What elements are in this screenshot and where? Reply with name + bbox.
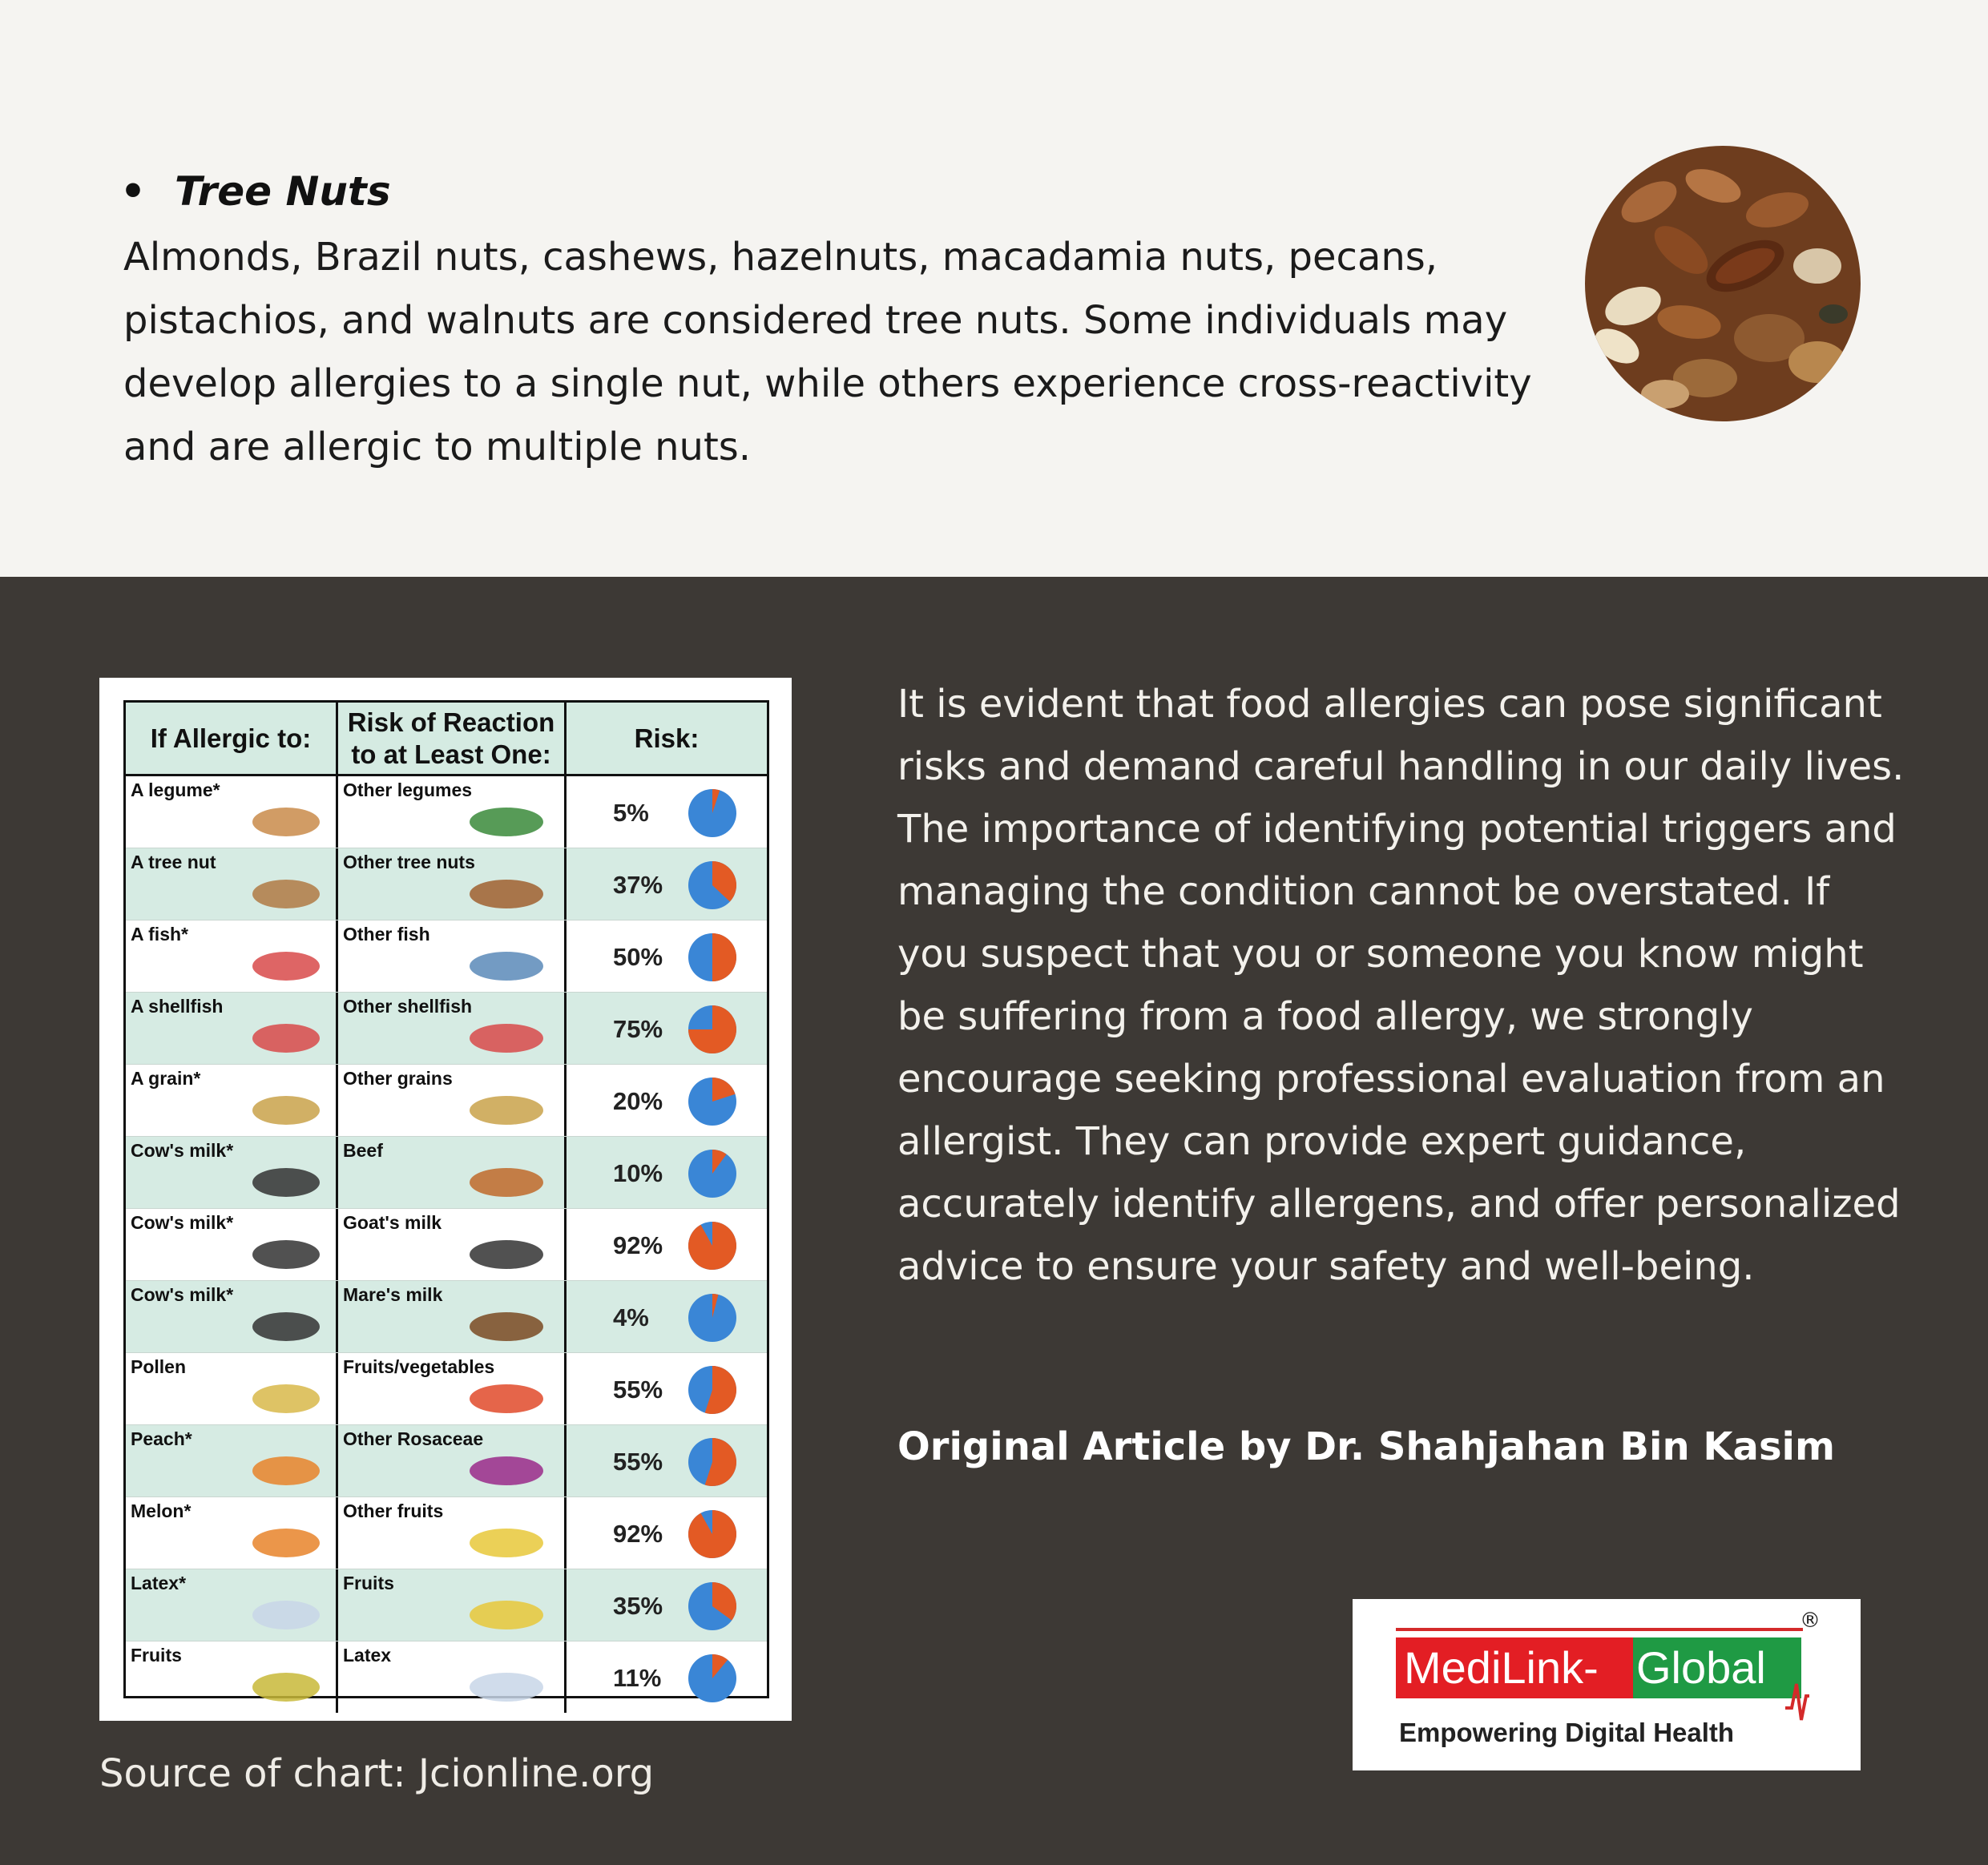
registered-mark: ® bbox=[1800, 1609, 1821, 1633]
reaction-cell bbox=[338, 1281, 567, 1352]
medilink-global-logo bbox=[1353, 1599, 1861, 1770]
reaction-label: Beef bbox=[343, 1140, 383, 1161]
risk-cell bbox=[567, 1569, 767, 1641]
reaction-cell bbox=[338, 1065, 567, 1136]
risk-percent: 20% bbox=[613, 1087, 663, 1115]
table-row bbox=[126, 1496, 767, 1569]
allergen-label: A tree nut bbox=[131, 852, 216, 872]
pulse-icon bbox=[1785, 1676, 1809, 1724]
risk-percent: 10% bbox=[613, 1159, 663, 1187]
risk-pie bbox=[687, 860, 738, 911]
risk-cell bbox=[567, 848, 767, 920]
table-row bbox=[126, 776, 767, 848]
header-allergic-to: If Allergic to: bbox=[126, 703, 338, 774]
food-illustration-icon bbox=[458, 1517, 554, 1564]
reaction-cell bbox=[338, 1353, 567, 1424]
reaction-label: Goat's milk bbox=[343, 1212, 442, 1233]
reaction-cell bbox=[338, 848, 567, 920]
allergen-label: Fruits bbox=[131, 1645, 182, 1666]
risk-percent: 75% bbox=[613, 1015, 663, 1043]
risk-percent: 5% bbox=[613, 799, 649, 827]
risk-pie bbox=[687, 1220, 738, 1271]
risk-percent: 92% bbox=[613, 1231, 663, 1259]
allergen-cell bbox=[126, 1209, 338, 1280]
allergen-label: Cow's milk* bbox=[131, 1284, 234, 1305]
reaction-cell bbox=[338, 1209, 567, 1280]
food-illustration-icon bbox=[230, 1085, 326, 1131]
risk-percent: 55% bbox=[613, 1376, 663, 1404]
food-illustration-icon bbox=[230, 1301, 326, 1347]
risk-percent: 35% bbox=[613, 1592, 663, 1620]
food-illustration-icon bbox=[230, 1373, 326, 1420]
food-illustration-icon bbox=[230, 868, 326, 915]
food-illustration-icon bbox=[458, 796, 554, 843]
allergen-label: Cow's milk* bbox=[131, 1140, 234, 1161]
table-row bbox=[126, 1208, 767, 1280]
food-illustration-icon bbox=[230, 1229, 326, 1275]
allergen-cell bbox=[126, 1353, 338, 1424]
allergen-cell bbox=[126, 1281, 338, 1352]
allergen-label: A grain* bbox=[131, 1068, 201, 1089]
reaction-cell bbox=[338, 1497, 567, 1569]
reaction-label: Other Rosaceae bbox=[343, 1428, 484, 1449]
logo-wordmark-part1: MediLink- bbox=[1396, 1637, 1636, 1698]
table-row bbox=[126, 992, 767, 1064]
risk-pie bbox=[687, 1004, 738, 1055]
reaction-cell bbox=[338, 1569, 567, 1641]
header-risk: Risk: bbox=[634, 723, 700, 753]
risk-pie-slice bbox=[688, 1222, 736, 1270]
risk-cell bbox=[567, 776, 767, 848]
logo-tagline: Empowering Digital Health bbox=[1399, 1718, 1735, 1747]
risk-cell bbox=[567, 1641, 767, 1713]
table-body bbox=[126, 776, 767, 1713]
article-author: Original Article by Dr. Shahjahan Bin Kasim bbox=[897, 1424, 1835, 1469]
risk-percent: 50% bbox=[613, 943, 663, 971]
reaction-cell bbox=[338, 920, 567, 992]
risk-cell bbox=[567, 1497, 767, 1569]
table-row bbox=[126, 1569, 767, 1641]
risk-pie bbox=[687, 1436, 738, 1488]
risk-cell bbox=[567, 1209, 767, 1280]
reaction-cell bbox=[338, 993, 567, 1064]
food-illustration-icon bbox=[230, 1445, 326, 1492]
risk-pie bbox=[687, 1148, 738, 1199]
allergen-label: A shellfish bbox=[131, 996, 224, 1017]
food-illustration-icon bbox=[458, 1229, 554, 1275]
food-illustration-icon bbox=[230, 941, 326, 987]
food-illustration-icon bbox=[458, 1445, 554, 1492]
risk-pie bbox=[687, 1076, 738, 1127]
allergen-cell bbox=[126, 1425, 338, 1496]
food-illustration-icon bbox=[458, 1373, 554, 1420]
risk-percent: 92% bbox=[613, 1520, 663, 1548]
risk-pie bbox=[687, 787, 738, 839]
risk-pie bbox=[687, 1292, 738, 1343]
article-paragraph: It is evident that food allergies can pose significant risks and demand careful handling in our daily lives. The importance of identifying potential triggers and managing the condition cannot be overstated. If you suspect that you or someone you know might be suffering from a food allergy, we strongly encourage seeking professional evaluation from an allergist. They can provide expert guidance, accurately identify allergens, and offer personalized advice to ensure your safety and well-being. bbox=[897, 682, 1905, 1289]
table-header bbox=[126, 703, 767, 776]
table-row bbox=[126, 1352, 767, 1424]
risk-cell bbox=[567, 993, 767, 1064]
food-illustration-icon bbox=[230, 1157, 326, 1203]
food-illustration-icon bbox=[458, 1085, 554, 1131]
risk-percent: 11% bbox=[613, 1664, 662, 1692]
logo-wordmark-part2: Global bbox=[1633, 1637, 1801, 1698]
allergen-label: Melon* bbox=[131, 1500, 192, 1521]
risk-percent: 55% bbox=[613, 1448, 663, 1476]
reaction-label: Fruits/vegetables bbox=[343, 1356, 495, 1377]
table-row bbox=[126, 1280, 767, 1352]
food-illustration-icon bbox=[230, 1517, 326, 1564]
food-illustration-icon bbox=[230, 1589, 326, 1636]
table-row bbox=[126, 1424, 767, 1496]
allergen-label: A legume* bbox=[131, 779, 220, 800]
food-illustration-icon bbox=[458, 868, 554, 915]
logo-top-line bbox=[1396, 1628, 1803, 1631]
allergen-cell bbox=[126, 1065, 338, 1136]
header-risk-of-reaction: Risk of Reaction to at Least One: bbox=[338, 703, 567, 774]
reaction-label: Latex bbox=[343, 1645, 392, 1666]
allergen-cell bbox=[126, 1497, 338, 1569]
reaction-cell bbox=[338, 776, 567, 848]
risk-table bbox=[123, 700, 769, 1698]
allergy-risk-chart bbox=[99, 678, 792, 1721]
section-heading: • Tree Nuts bbox=[120, 168, 391, 215]
allergen-label: Pollen bbox=[131, 1356, 187, 1377]
risk-cell bbox=[567, 1353, 767, 1424]
allergen-cell bbox=[126, 993, 338, 1064]
reaction-cell bbox=[338, 1137, 567, 1208]
food-illustration-icon bbox=[458, 941, 554, 987]
food-illustration-icon bbox=[458, 1662, 554, 1708]
food-illustration-icon bbox=[230, 1662, 326, 1708]
risk-pie bbox=[687, 1653, 738, 1704]
food-illustration-icon bbox=[458, 1589, 554, 1636]
table-row bbox=[126, 848, 767, 920]
reaction-label: Mare's milk bbox=[343, 1284, 443, 1305]
reaction-label: Fruits bbox=[343, 1573, 394, 1593]
reaction-label: Other fruits bbox=[343, 1500, 444, 1521]
reaction-label: Other fish bbox=[343, 924, 430, 945]
allergen-label: A fish* bbox=[131, 924, 188, 945]
allergen-cell bbox=[126, 1137, 338, 1208]
allergen-label: Peach* bbox=[131, 1428, 192, 1449]
intro-section bbox=[0, 0, 1988, 577]
reaction-label: Other grains bbox=[343, 1068, 453, 1089]
risk-percent: 4% bbox=[613, 1303, 649, 1331]
table-row bbox=[126, 1641, 767, 1713]
intro-paragraph: Almonds, Brazil nuts, cashews, hazelnuts, macadamia nuts, pecans, pistachios, and walnuts are considered tree nuts. Some individuals may develop allergies to a single nut, while others experience cross-reactivity and are allergic to multiple nuts. bbox=[123, 235, 1532, 469]
reaction-label: Other legumes bbox=[343, 779, 473, 800]
allergen-cell bbox=[126, 848, 338, 920]
mixed-nuts-image bbox=[1585, 146, 1861, 421]
reaction-cell bbox=[338, 1641, 567, 1713]
allergen-label: Cow's milk* bbox=[131, 1212, 234, 1233]
risk-pie bbox=[687, 932, 738, 983]
food-illustration-icon bbox=[230, 796, 326, 843]
reaction-label: Other tree nuts bbox=[343, 852, 475, 872]
risk-cell bbox=[567, 1425, 767, 1496]
risk-pie bbox=[687, 1509, 738, 1560]
food-illustration-icon bbox=[230, 1013, 326, 1059]
risk-pie bbox=[687, 1581, 738, 1632]
allergen-cell bbox=[126, 776, 338, 848]
risk-cell bbox=[567, 1281, 767, 1352]
reaction-label: Other shellfish bbox=[343, 996, 473, 1017]
allergen-cell bbox=[126, 920, 338, 992]
table-row bbox=[126, 920, 767, 992]
risk-cell bbox=[567, 1065, 767, 1136]
food-illustration-icon bbox=[458, 1301, 554, 1347]
risk-percent: 37% bbox=[613, 871, 663, 899]
risk-cell bbox=[567, 920, 767, 992]
risk-pie-slice bbox=[688, 1510, 736, 1558]
risk-cell bbox=[567, 1137, 767, 1208]
allergen-label: Latex* bbox=[131, 1573, 187, 1593]
reaction-cell bbox=[338, 1425, 567, 1496]
allergen-cell bbox=[126, 1641, 338, 1713]
table-row bbox=[126, 1136, 767, 1208]
chart-source: Source of chart: Jcionline.org bbox=[99, 1751, 655, 1796]
risk-pie-slice bbox=[712, 933, 736, 981]
food-illustration-icon bbox=[458, 1157, 554, 1203]
food-illustration-icon bbox=[458, 1013, 554, 1059]
table-row bbox=[126, 1064, 767, 1136]
allergen-cell bbox=[126, 1569, 338, 1641]
risk-pie bbox=[687, 1364, 738, 1416]
